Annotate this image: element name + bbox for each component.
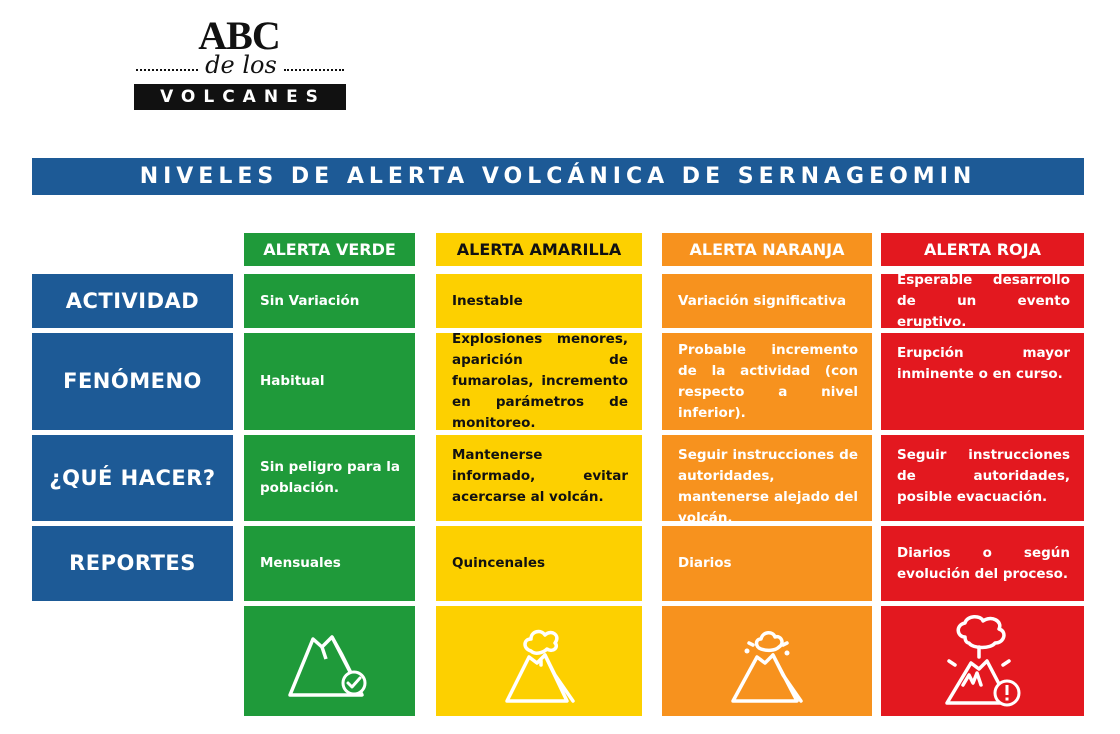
cell-que-hacer-naranja: Seguir instrucciones de autoridades, mantenerse alejado del volcán.: [662, 435, 872, 521]
cell-reportes-amarilla: Quincenales: [436, 526, 642, 601]
logo: [134, 14, 346, 114]
cell-fenomeno-roja: Erupción mayor inminente o en curso.: [881, 333, 1084, 430]
logo-abc: ABC: [198, 13, 280, 58]
logo-divider: [136, 69, 198, 71]
cell-actividad-amarilla: Inestable: [436, 274, 642, 328]
logo-de-los: de los: [205, 51, 277, 79]
row-label-fenomeno: FENÓMENO: [32, 333, 233, 430]
header-alerta-roja: ALERTA ROJA: [881, 233, 1084, 266]
cell-actividad-roja: Esperable desarrollo de un evento eruptivo.: [881, 274, 1084, 328]
cell-reportes-naranja: Diarios: [662, 526, 872, 601]
volcano-smoke-icon: [489, 615, 589, 707]
cell-actividad-naranja: Variación significativa: [662, 274, 872, 328]
volcano-check-icon: [280, 621, 380, 701]
cell-fenomeno-verde: Habitual: [244, 333, 415, 430]
cell-fenomeno-naranja: Probable incremento de la actividad (con respecto a nivel inferior).: [662, 333, 872, 430]
header-alerta-naranja: ALERTA NARANJA: [662, 233, 872, 266]
volcano-eruption-icon: [717, 615, 817, 707]
icon-cell-amarilla: [436, 606, 642, 716]
cell-reportes-roja: Diarios o según evolución del proceso.: [881, 526, 1084, 601]
cell-fenomeno-amarilla: Explosiones menores, aparición de fumarolas, incremento en parámetros de monitoreo.: [436, 333, 642, 430]
icon-cell-roja: [881, 606, 1084, 716]
row-label-reportes: REPORTES: [32, 526, 233, 601]
cell-que-hacer-verde: Sin peligro para la población.: [244, 435, 415, 521]
cell-actividad-verde: Sin Variación: [244, 274, 415, 328]
row-label-que-hacer: ¿QUÉ HACER?: [32, 435, 233, 521]
cell-que-hacer-roja: Seguir instrucciones de autoridades, posible evacuación.: [881, 435, 1084, 521]
icon-cell-naranja: [662, 606, 872, 716]
header-alerta-amarilla: ALERTA AMARILLA: [436, 233, 642, 266]
row-label-actividad: ACTIVIDAD: [32, 274, 233, 328]
logo-divider: [284, 69, 344, 71]
header-alerta-verde: ALERTA VERDE: [244, 233, 415, 266]
cell-que-hacer-amarilla: Mantenerse informado, evitar acercarse al volcán.: [436, 435, 642, 521]
volcano-warning-icon: [933, 613, 1033, 709]
icon-cell-verde: [244, 606, 415, 716]
page-title: NIVELES DE ALERTA VOLCÁNICA DE SERNAGEOMIN: [32, 158, 1084, 195]
logo-volcanes: VOLCANES: [134, 84, 346, 110]
cell-reportes-verde: Mensuales: [244, 526, 415, 601]
